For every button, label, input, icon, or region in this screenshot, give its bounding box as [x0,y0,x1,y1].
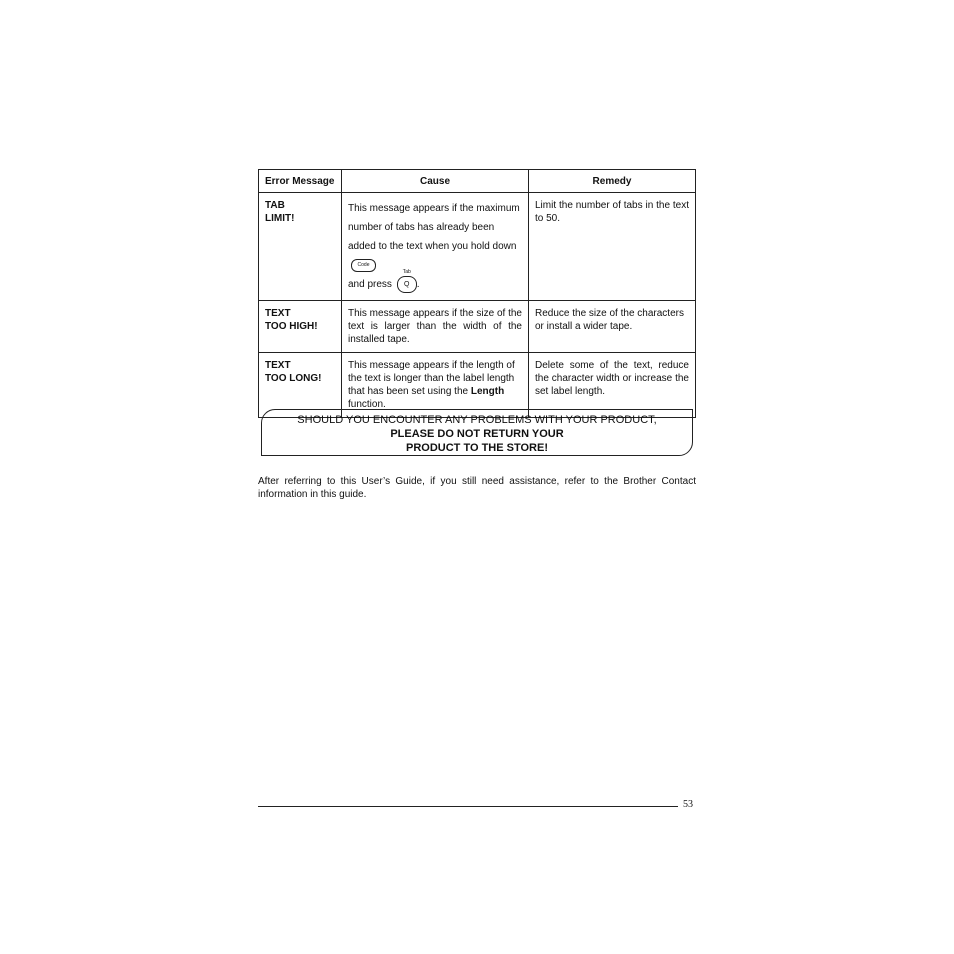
error-message-table [258,169,696,418]
cause-bold-text: Length [470,386,505,397]
page-number: 53 [683,799,693,810]
table-row [259,193,696,301]
cause-cell [342,193,529,301]
header-error-message: Error Message [259,170,342,193]
footer-divider [258,806,678,807]
error-message-line: TEXT [265,360,291,371]
notice-line-bold: PRODUCT TO THE STORE! [406,442,548,454]
cause-text: . [416,279,420,290]
table-row [259,353,696,418]
tab-key-label: Tab [402,269,411,276]
error-message-cell [259,301,342,353]
q-key-label: Q [397,276,417,293]
error-message-cell [259,353,342,418]
notice-line: SHOULD YOU ENCOUNTER ANY PROBLEMS WITH YOUR PRODUCT, [297,414,657,426]
cause-cell [342,353,529,418]
remedy-cell: Delete some of the text, reduce the character width or increase the set label length. [529,353,696,418]
table-row [259,301,696,353]
cause-text: and press [348,279,392,290]
q-key-icon [397,269,417,292]
cause-cell: This message appears if the size of the text is larger than the width of the installed tape. [342,301,529,353]
remedy-cell: Reduce the size of the characters or install a wider tape. [529,301,696,353]
cause-text: function. [348,399,386,410]
table-header-row [259,170,696,193]
error-message-line: TEXT [265,308,291,319]
remedy-cell: Limit the number of tabs in the text to 50. [529,193,696,301]
support-notice-box [261,409,693,456]
error-message-line: LIMIT! [265,213,295,224]
error-message-line: TAB [265,200,285,211]
cause-text: This message appears if the length of the text is longer than the label length that has been set using the [348,360,515,397]
notice-line-bold: PLEASE DO NOT RETURN YOUR [390,428,564,440]
error-message-line: TOO HIGH! [265,321,318,332]
cause-text: This message appears if the maximum number of tabs has already been added to the text when you hold down [348,203,520,252]
error-message-line: TOO LONG! [265,373,322,384]
code-key-icon: Code [351,259,376,272]
header-remedy: Remedy [529,170,696,193]
header-cause: Cause [342,170,529,193]
body-paragraph: After referring to this User’s Guide, if you still need assistance, refer to the Brother Contact information in this guide. [258,476,696,500]
error-message-cell [259,193,342,301]
